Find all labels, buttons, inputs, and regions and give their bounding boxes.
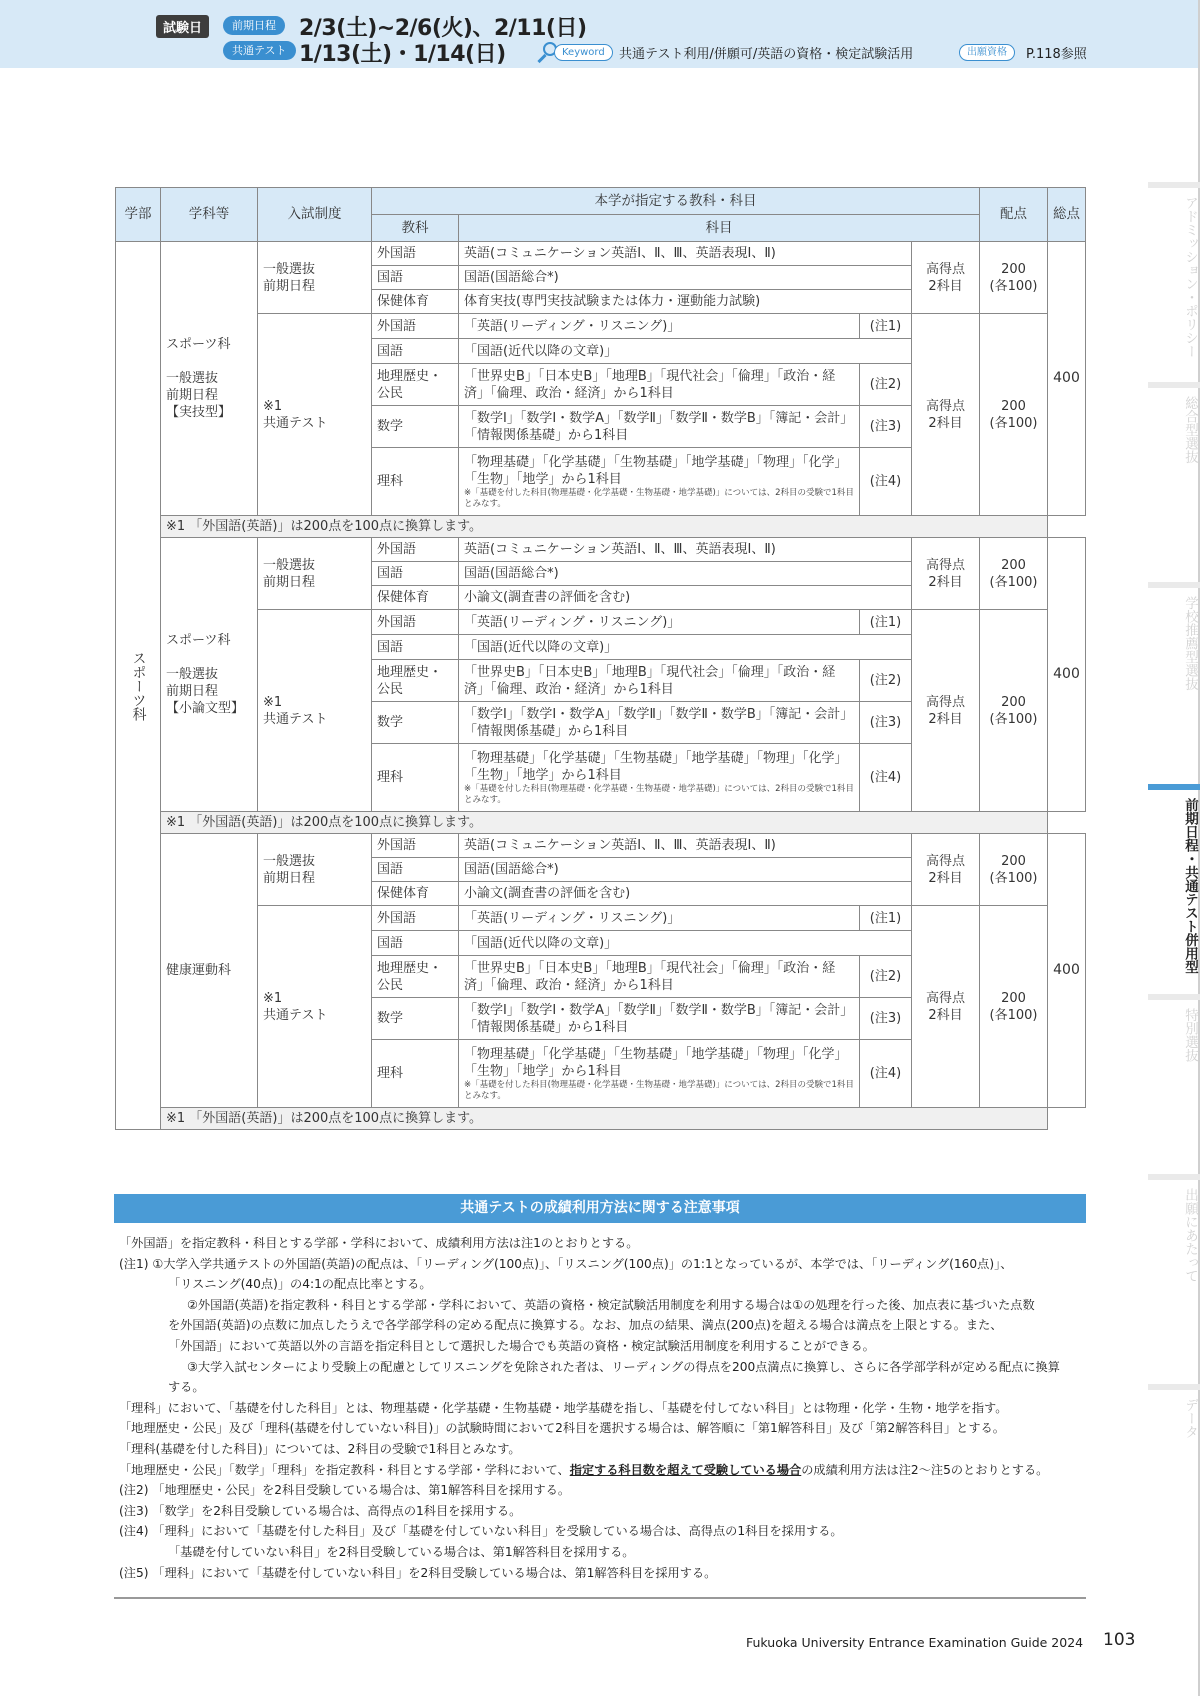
guide-title: Fukuoka University Entrance Examination Guide 2024 <box>746 1635 1084 1650</box>
points-cell <box>980 242 1048 314</box>
points-line: (各100) <box>989 711 1038 727</box>
subject-area: 外国語 <box>372 610 459 635</box>
subject-area: 外国語 <box>372 834 459 858</box>
note-line: 「地理歴史・公民」及び「理科(基礎を付していない科目)」の試験時間において2科目を選択する場合は、解答順に「第1解答科目」及び「第2解答科目」とする。 <box>119 1421 1005 1436</box>
section-footnote: ※1 「外国語(英語)」は200点を100点に換算します。 <box>161 1108 1048 1130</box>
points-cell <box>980 538 1048 610</box>
selection-line: 2科目 <box>928 574 963 590</box>
subject-text: 「国語(近代以降の文章)」 <box>464 343 618 359</box>
points-cell <box>980 314 1048 516</box>
exam-subjects-table <box>115 187 1086 1130</box>
department-line: スポーツ科 <box>166 633 231 648</box>
subject-area: 地理歴史・公民 <box>372 660 459 702</box>
points-cell <box>980 610 1048 812</box>
side-tab[interactable]: アドミッション・ポリシー <box>1182 196 1198 358</box>
subject-cell: 体育実技(専門実技試験または体力・運動能力試験) <box>459 290 912 314</box>
key-icon-stem <box>537 54 546 63</box>
points-line: (各100) <box>989 278 1038 294</box>
points-line: 200 <box>1001 853 1026 869</box>
subject-cell <box>459 660 860 702</box>
selection-cell <box>912 610 980 812</box>
subject-cell <box>459 635 912 660</box>
subject-note: (注3) <box>860 702 912 744</box>
selection-line: 高得点 <box>925 557 965 573</box>
subject-text: 「数学Ⅰ」「数学Ⅰ・数学A」「数学Ⅱ」「数学Ⅱ・数学B」「簿記・会計」「情報関係基礎」から1科目 <box>464 706 854 739</box>
total-cell: 400 <box>1048 242 1086 516</box>
note-line: する。 <box>168 1380 205 1395</box>
subject-cell <box>459 339 912 364</box>
selection-cell <box>912 538 980 610</box>
faculty-name: スポーツ科 <box>130 650 147 721</box>
subject-area: 国語 <box>372 562 459 586</box>
subject-text: 「数学Ⅰ」「数学Ⅰ・数学A」「数学Ⅱ」「数学Ⅱ・数学B」「簿記・会計」「情報関係基礎」から1科目 <box>464 410 854 443</box>
subject-text: 「国語(近代以降の文章)」 <box>464 935 618 951</box>
points-line: 200 <box>1001 990 1026 1006</box>
subject-cell <box>459 906 860 931</box>
note-line: 「リスニング(40点)」の4:1の配点比率とする。 <box>168 1277 432 1292</box>
selection-cell <box>912 906 980 1108</box>
note-line <box>119 1460 1089 1481</box>
subject-area: 数学 <box>372 998 459 1040</box>
department-line: 健康運動科 <box>166 963 232 978</box>
points-line: 200 <box>1001 398 1026 414</box>
common-test-dates: 1/13(土)・1/14(日) <box>299 42 506 67</box>
selection-line: 高得点 <box>925 261 965 277</box>
subject-note: (注4) <box>860 744 912 812</box>
system-line: 共通テスト <box>263 415 328 431</box>
subject-note: (注2) <box>860 956 912 998</box>
note-line: (注5) 「理科」において「基礎を付していない科目」を2科目受験している場合は、第1解答科目を採用する。 <box>119 1565 717 1580</box>
subject-note: (注3) <box>860 998 912 1040</box>
table-row <box>116 834 1086 858</box>
subject-cell <box>459 744 860 812</box>
note-text: 「地理歴史・公民」「数学」「理科」を指定教科・科目とする学部・学科において、 <box>119 1462 570 1477</box>
points-line: (各100) <box>989 574 1038 590</box>
table-row <box>116 610 1086 635</box>
selection-line: 高得点 <box>925 694 965 710</box>
system-cell <box>258 538 372 610</box>
faculty-cell <box>116 242 161 1130</box>
note-line: 「外国語」を指定教科・科目とする学部・学科において、成績利用方法は注1のとおりとする。 <box>119 1236 639 1250</box>
table-row <box>116 516 1086 538</box>
selection-cell <box>912 314 980 516</box>
header-department: 学科等 <box>161 188 258 242</box>
exam-day-badge: 試験日 <box>156 15 209 38</box>
subject-text: 「物理基礎」「化学基礎」「生物基礎」「地学基礎」「物理」「化学」「生物」「地学」から1科目 <box>464 1046 848 1079</box>
system-line: 一般選抜 <box>263 853 316 869</box>
table-row <box>116 242 1086 266</box>
note-line: 「理科」において、「基礎を付した科目」とは、物理基礎・化学基礎・生物基礎・地学基礎を指し、「基礎を付してない科目」とは物理・化学・生物・地学を指す。 <box>119 1400 1008 1415</box>
header-subject-area: 教科 <box>372 215 459 242</box>
system-cell <box>258 314 372 516</box>
subject-footnote: ※「基礎を付した科目(物理基礎・化学基礎・生物基礎・地学基礎)」については、2科目の受験で1科目とみなす。 <box>464 783 854 805</box>
subject-cell <box>459 956 860 998</box>
selection-line: 高得点 <box>925 398 965 414</box>
side-tab[interactable]: 特別選抜 <box>1182 1008 1198 1062</box>
subject-text: 「世界史B」「日本史B」「地理B」「現代社会」「倫理」「政治・経済」「倫理、政治・経済」から1科目 <box>464 960 836 993</box>
points-line: (各100) <box>989 1007 1038 1023</box>
keyword-badge: Keyword <box>554 44 613 61</box>
early-schedule-badge: 前期日程 <box>223 16 285 35</box>
subject-area: 保健体育 <box>372 882 459 906</box>
header-total: 総点 <box>1048 188 1086 242</box>
section-footnote: ※1 「外国語(英語)」は200点を100点に換算します。 <box>161 516 1048 538</box>
side-tab[interactable]: 学校推薦型選抜 <box>1182 596 1198 691</box>
selection-line: 2科目 <box>928 870 963 886</box>
table-row <box>116 1108 1086 1130</box>
subject-area: 国語 <box>372 266 459 290</box>
system-line: 共通テスト <box>263 711 328 727</box>
subject-area: 保健体育 <box>372 290 459 314</box>
side-tab[interactable]: 前期日程・共通テスト併用型 <box>1182 798 1198 974</box>
subject-area: 国語 <box>372 858 459 882</box>
subject-cell: 国語(国語総合*) <box>459 562 912 586</box>
section-footnote: ※1 「外国語(英語)」は200点を100点に換算します。 <box>161 812 1048 834</box>
subject-cell <box>459 702 860 744</box>
page-header <box>0 0 1198 68</box>
points-line: 200 <box>1001 261 1026 277</box>
subject-note: (注1) <box>860 314 912 339</box>
subject-text: 「物理基礎」「化学基礎」「生物基礎」「地学基礎」「物理」「化学」「生物」「地学」から1科目 <box>464 750 848 783</box>
system-line: 前期日程 <box>263 278 316 294</box>
page-number: 103 <box>1103 1630 1136 1650</box>
selection-cell <box>912 242 980 314</box>
table-row <box>116 538 1086 562</box>
subject-area: 地理歴史・公民 <box>372 956 459 998</box>
department-cell <box>161 242 258 516</box>
subject-area: 外国語 <box>372 538 459 562</box>
points-cell <box>980 834 1048 906</box>
department-line: 【小論文型】 <box>166 701 245 716</box>
subject-text: 「世界史B」「日本史B」「地理B」「現代社会」「倫理」「政治・経済」「倫理、政治・経済」から1科目 <box>464 664 836 697</box>
system-line: 前期日程 <box>263 574 316 590</box>
system-line: 共通テスト <box>263 1007 328 1023</box>
subject-text: 「物理基礎」「化学基礎」「生物基礎」「地学基礎」「物理」「化学」「生物」「地学」から1科目 <box>464 454 848 487</box>
system-line: ※1 <box>263 694 283 710</box>
total-cell: 400 <box>1048 538 1086 812</box>
selection-line: 2科目 <box>928 711 963 727</box>
points-line: 200 <box>1001 694 1026 710</box>
note-line: 「外国語」において英語以外の言語を指定科目として選択した場合でも英語の資格・検定試験活用制度を利用することができる。 <box>168 1338 875 1353</box>
subject-cell: 国語(国語総合*) <box>459 858 912 882</box>
subject-area: 外国語 <box>372 242 459 266</box>
note-line: 「基礎を付していない科目」を2科目受験している場合は、第1解答科目を採用する。 <box>168 1544 635 1559</box>
subject-text: 「世界史B」「日本史B」「地理B」「現代社会」「倫理」「政治・経済」「倫理、政治・経済」から1科目 <box>464 368 836 401</box>
system-cell <box>258 610 372 812</box>
system-line: ※1 <box>263 990 283 1006</box>
selection-line: 2科目 <box>928 278 963 294</box>
selection-line: 高得点 <box>925 990 965 1006</box>
subject-footnote: ※「基礎を付した科目(物理基礎・化学基礎・生物基礎・地学基礎)」については、2科目の受験で1科目とみなす。 <box>464 487 854 509</box>
side-tab[interactable]: 出願にあたって <box>1182 1188 1198 1283</box>
subject-note: (注3) <box>860 406 912 448</box>
subject-text: 「国語(近代以降の文章)」 <box>464 639 618 655</box>
points-cell <box>980 906 1048 1108</box>
eligibility-badge: 出願資格 <box>959 44 1015 61</box>
system-cell <box>258 242 372 314</box>
points-line: (各100) <box>989 870 1038 886</box>
header-subject: 科目 <box>459 215 980 242</box>
table-row <box>116 906 1086 931</box>
selection-line: 2科目 <box>928 1007 963 1023</box>
system-cell <box>258 834 372 906</box>
subject-area: 保健体育 <box>372 586 459 610</box>
department-cell <box>161 538 258 812</box>
points-line: (各100) <box>989 415 1038 431</box>
subject-area: 数学 <box>372 406 459 448</box>
subject-text: 「英語(リーディング・リスニング)」 <box>464 910 681 926</box>
note-line: を外国語(英語)の点数に加点したうえで各学部学科の定める配点に換算する。なお、加点の結果、満点(200点)を超える場合は満点を上限とする。また、 <box>168 1318 1003 1333</box>
subject-cell: 英語(コミュニケーション英語Ⅰ、Ⅱ、Ⅲ、英語表現Ⅰ、Ⅱ) <box>459 242 912 266</box>
subject-cell <box>459 998 860 1040</box>
eligibility-ref: P.118参照 <box>1026 47 1087 62</box>
selection-cell <box>912 834 980 906</box>
common-test-badge: 共通テスト <box>223 41 296 60</box>
selection-line: 2科目 <box>928 415 963 431</box>
subject-cell <box>459 364 860 406</box>
header-faculty: 学部 <box>116 188 161 242</box>
subject-area: 国語 <box>372 339 459 364</box>
department-cell <box>161 834 258 1108</box>
system-line: 前期日程 <box>263 870 316 886</box>
subject-cell <box>459 448 860 516</box>
system-line: 一般選抜 <box>263 557 316 573</box>
department-line: 一般選抜 <box>166 371 219 386</box>
subject-note: (注4) <box>860 448 912 516</box>
notes-list <box>119 1233 1089 1583</box>
notes-banner: 共通テストの成績利用方法に関する注意事項 <box>114 1194 1086 1223</box>
subject-cell <box>459 1040 860 1108</box>
subject-footnote: ※「基礎を付した科目(物理基礎・化学基礎・生物基礎・地学基礎)」については、2科目の受験で1科目とみなす。 <box>464 1079 854 1101</box>
subject-area: 理科 <box>372 744 459 812</box>
subject-cell <box>459 610 860 635</box>
note-text: の成績利用方法は注2～注5のとおりとする。 <box>801 1462 1049 1477</box>
subject-text: 「数学Ⅰ」「数学Ⅰ・数学A」「数学Ⅱ」「数学Ⅱ・数学B」「簿記・会計」「情報関係基礎」から1科目 <box>464 1002 854 1035</box>
subject-note: (注1) <box>860 610 912 635</box>
note-line: ②外国語(英語)を指定教科・科目とする学部・学科において、英語の資格・検定試験活用制度を利用する場合は①の処理を行った後、加点表に基づいた点数 <box>187 1297 1035 1312</box>
subject-note: (注4) <box>860 1040 912 1108</box>
subject-area: 国語 <box>372 635 459 660</box>
note-line: 「理科(基礎を付した科目)」については、2科目の受験で1科目とみなす。 <box>119 1441 521 1456</box>
note-line: ③大学入試センターにより受験上の配慮としてリスニングを免除された者は、リーディングの得点を200点満点に換算し、さらに各学部学科が定める配点に換算 <box>187 1359 1060 1374</box>
keywords-text: 共通テスト利用/併願可/英語の資格・検定試験活用 <box>619 47 914 62</box>
subject-note: (注2) <box>860 364 912 406</box>
subject-text: 「英語(リーディング・リスニング)」 <box>464 318 681 334</box>
subject-cell <box>459 931 912 956</box>
department-line: 【実技型】 <box>166 405 232 420</box>
total-cell: 400 <box>1048 834 1086 1108</box>
side-tab[interactable]: データ <box>1182 1398 1198 1439</box>
department-line: スポーツ科 <box>166 337 231 352</box>
note-line: (注1) ①大学入学共通テストの外国語(英語)の配点は、「リーディング(100点)」、「リスニング(100点)」の1:1となっているが、本学では、「リーディング(160点)」、 <box>119 1256 1013 1271</box>
header-designated: 本学が指定する教科・科目 <box>372 188 980 215</box>
department-line: 前期日程 <box>166 388 219 403</box>
subject-note: (注2) <box>860 660 912 702</box>
note-line: (注2) 「地理歴史・公民」を2科目受験している場合は、第1解答科目を採用する。 <box>119 1483 571 1498</box>
subject-area: 数学 <box>372 702 459 744</box>
note-line: (注4) 「理科」において「基礎を付した科目」及び「基礎を付していない科目」を受験している場合は、高得点の1科目を採用する。 <box>119 1524 843 1539</box>
system-line: 一般選抜 <box>263 261 316 277</box>
subject-note: (注1) <box>860 906 912 931</box>
table-body <box>116 242 1086 1130</box>
subject-cell: 国語(国語総合*) <box>459 266 912 290</box>
early-dates: 2/3(土)~2/6(火)、2/11(日) <box>299 16 587 41</box>
header-points: 配点 <box>980 188 1048 242</box>
subject-cell: 小論文(調査書の評価を含む) <box>459 882 912 906</box>
side-tab[interactable]: 総合型選抜 <box>1182 396 1198 464</box>
header-system: 入試制度 <box>258 188 372 242</box>
note-line: (注3) 「数学」を2科目受験している場合は、高得点の1科目を採用する。 <box>119 1503 522 1518</box>
department-line: 前期日程 <box>166 684 219 699</box>
subject-area: 理科 <box>372 448 459 516</box>
system-line: ※1 <box>263 398 283 414</box>
selection-line: 高得点 <box>925 853 965 869</box>
subject-text: 「英語(リーディング・リスニング)」 <box>464 614 681 630</box>
subject-area: 理科 <box>372 1040 459 1108</box>
subject-cell: 英語(コミュニケーション英語Ⅰ、Ⅱ、Ⅲ、英語表現Ⅰ、Ⅱ) <box>459 834 912 858</box>
subject-cell: 小論文(調査書の評価を含む) <box>459 586 912 610</box>
table-row <box>116 812 1086 834</box>
note-emphasis: 指定する科目数を超えて受験している場合 <box>569 1462 802 1477</box>
bottom-divider <box>114 1597 1086 1599</box>
subject-area: 地理歴史・公民 <box>372 364 459 406</box>
system-cell <box>258 906 372 1108</box>
subject-cell <box>459 314 860 339</box>
points-line: 200 <box>1001 557 1026 573</box>
subject-cell <box>459 406 860 448</box>
subject-area: 外国語 <box>372 906 459 931</box>
table-row <box>116 314 1086 339</box>
subject-cell: 英語(コミュニケーション英語Ⅰ、Ⅱ、Ⅲ、英語表現Ⅰ、Ⅱ) <box>459 538 912 562</box>
subject-area: 外国語 <box>372 314 459 339</box>
subject-area: 国語 <box>372 931 459 956</box>
department-line: 一般選抜 <box>166 667 219 682</box>
